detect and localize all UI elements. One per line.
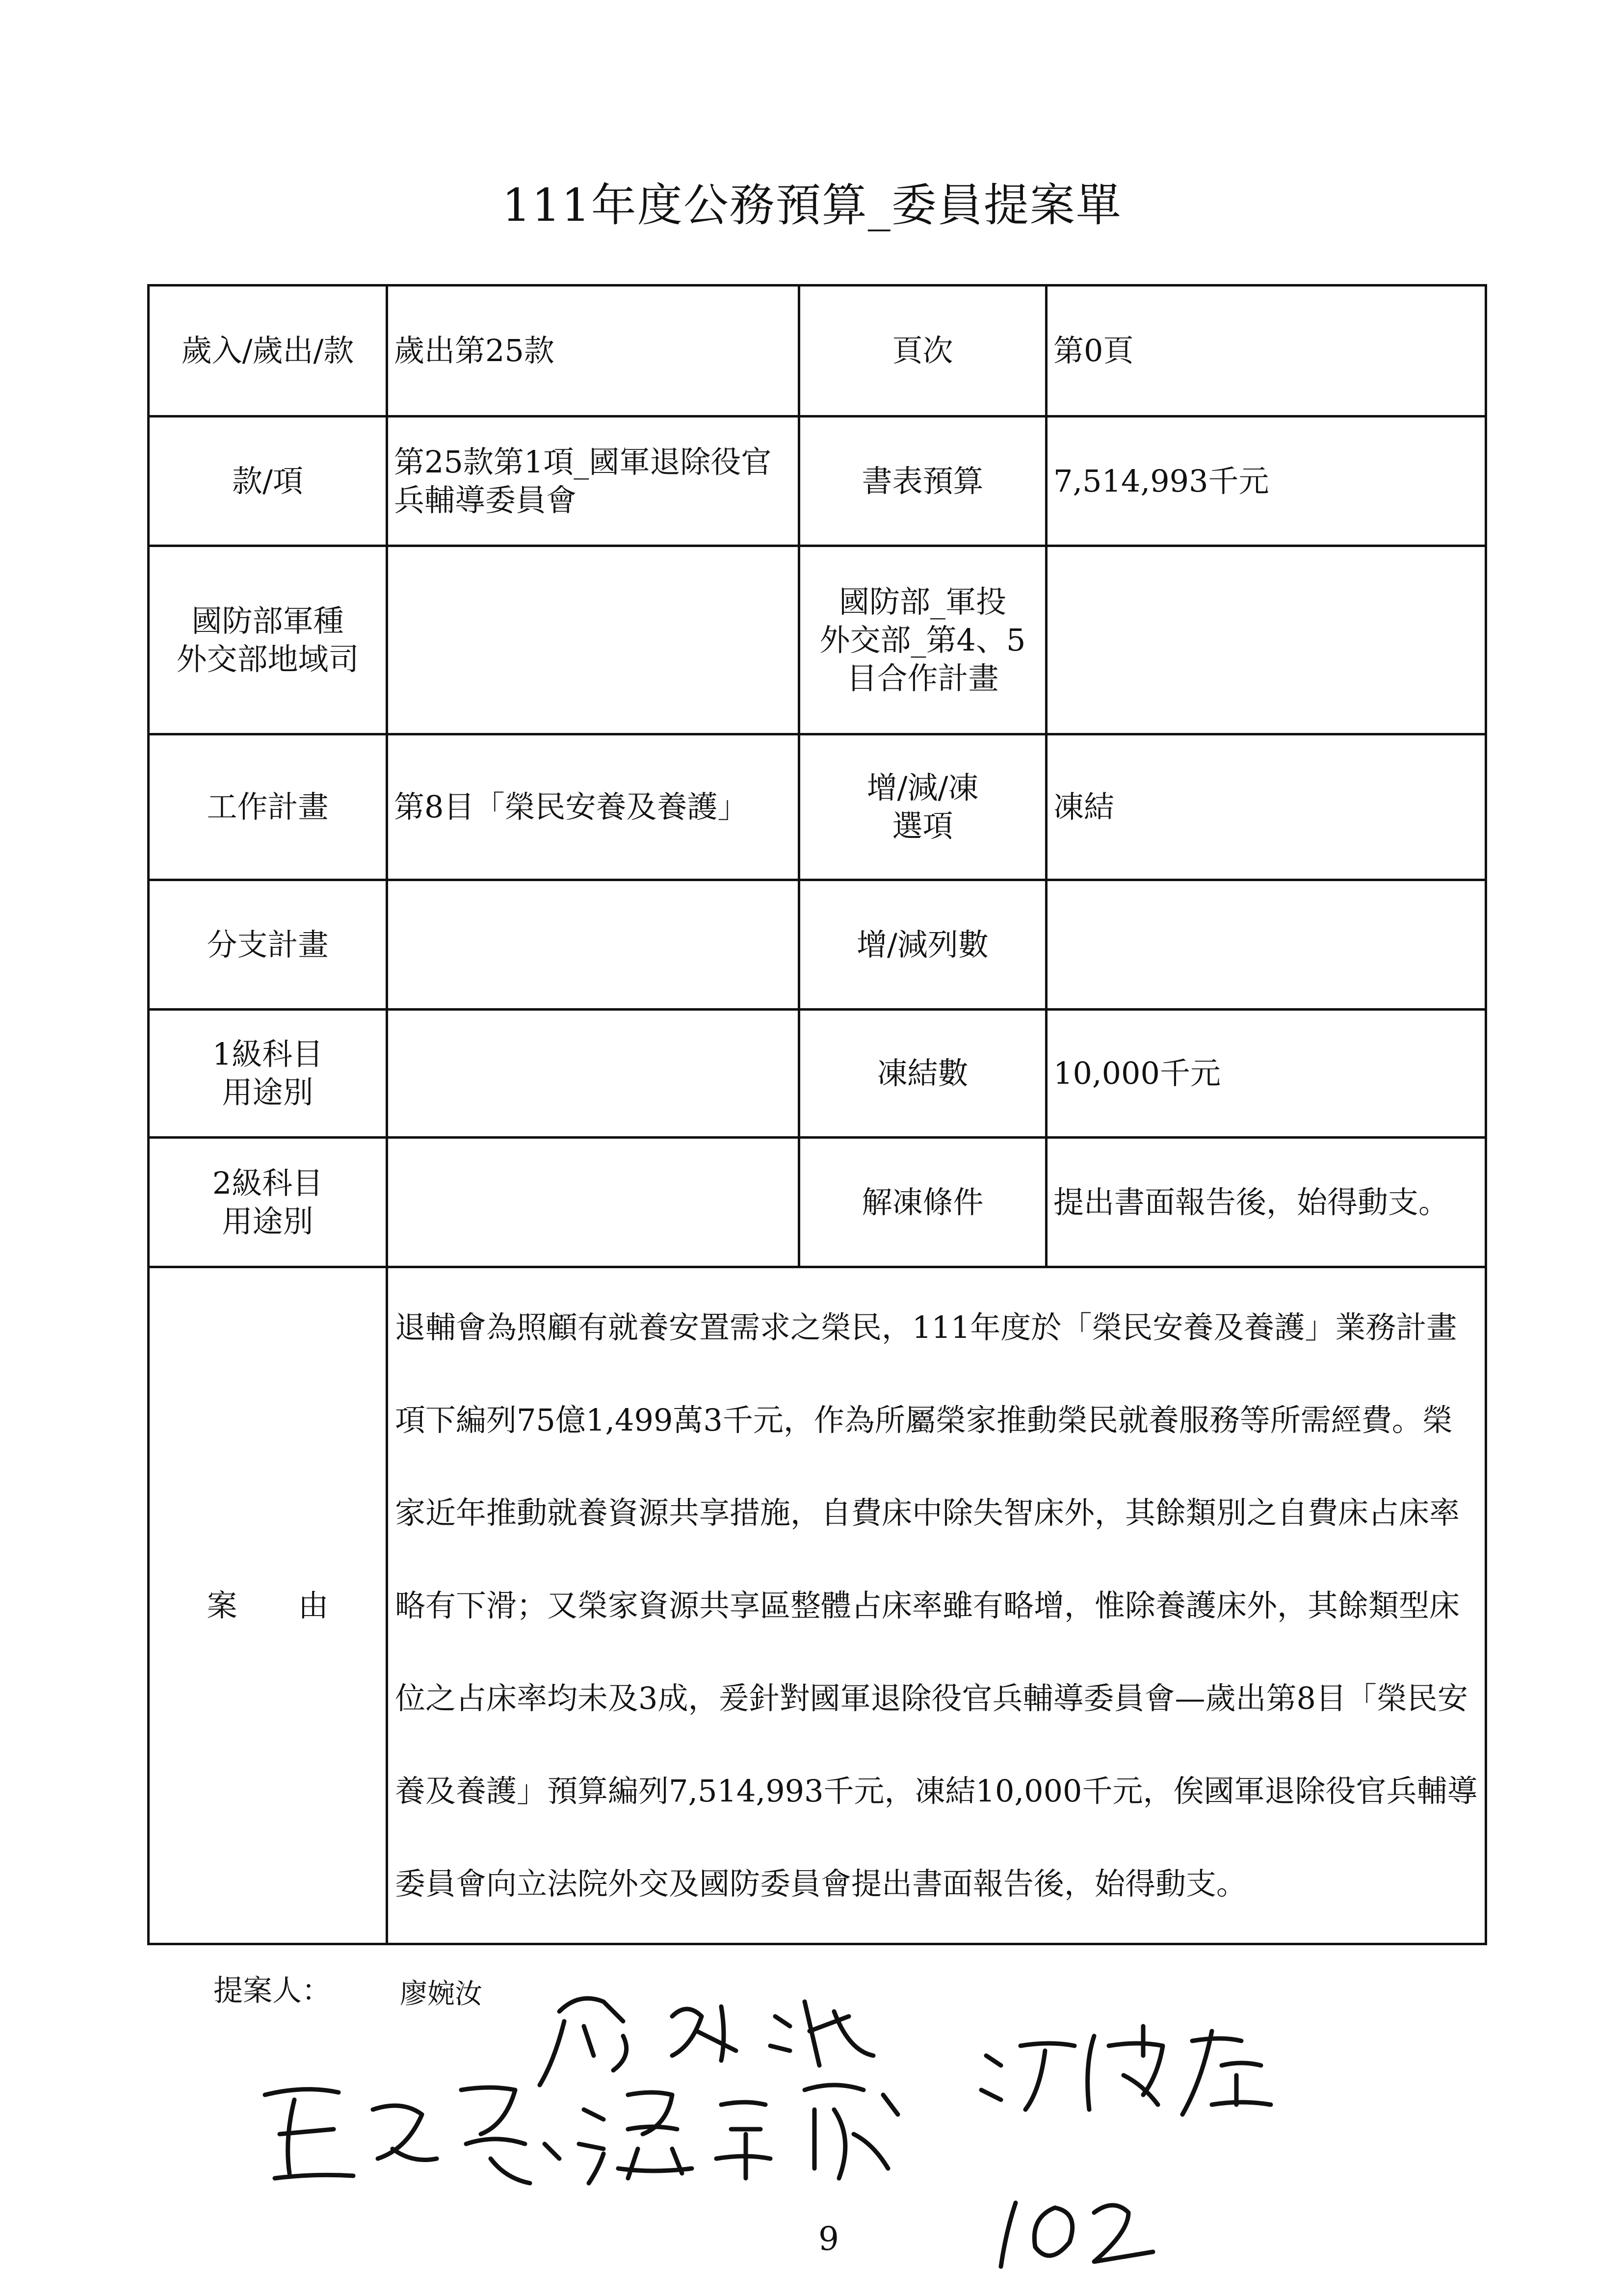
field-label: 頁次 xyxy=(799,286,1047,417)
page-number: 9 xyxy=(818,2220,839,2258)
field-label: 國防部軍種 外交部地域司 xyxy=(149,546,387,734)
page-title: 111年度公務預算_委員提案單 xyxy=(502,179,1122,232)
field-value: 歲出第25款 xyxy=(387,286,799,417)
field-label: 增/減列數 xyxy=(799,880,1047,1010)
field-label: 解凍條件 xyxy=(799,1138,1047,1267)
field-label: 凍結數 xyxy=(799,1010,1047,1138)
field-value: 10,000千元 xyxy=(1047,1010,1486,1138)
field-value: 第25款第1項_國軍退除役官兵輔導委員會 xyxy=(387,417,799,546)
field-label: 歲入/歲出/款 xyxy=(149,286,387,417)
field-value: 提出書面報告後，始得動支。 xyxy=(1047,1138,1486,1267)
signature-2 xyxy=(265,2085,898,2183)
signature-1 xyxy=(540,1998,873,2085)
field-value: 第0頁 xyxy=(1047,286,1486,417)
field-value: 7,514,993千元 xyxy=(1047,417,1486,546)
field-value: 第8目「榮民安養及養護」 xyxy=(387,734,799,880)
field-value: 凍結 xyxy=(1047,734,1486,880)
handwritten-number-102 xyxy=(1001,2203,1153,2267)
field-label: 國防部_軍投 外交部_第4、5 目合作計畫 xyxy=(799,546,1047,734)
field-label: 1級科目 用途別 xyxy=(149,1010,387,1138)
reason-text: 退輔會為照顧有就養安置需求之榮民，111年度於「榮民安養及養護」業務計畫項下編列75億1,499萬3千元，作為所屬榮家推動榮民就養服務等所需經費。榮家近年推動就養資源共享措施，自費床中除失智床外，其餘類別之自費床占床率略有下滑；又榮家資源共享區整體占床率雖有略增，惟除養護床外，其餘類型床位之占床率均未及3成，爰針對國軍退除役官兵輔導委員會—歲出第8目「榮民安養及養護」預算編列7,514,993千元，凍結10,000千元，俟國軍退除役官兵輔導委員會向立法院外交及國防委員會提出書面報告後，始得動支。 xyxy=(387,1267,1486,1944)
field-label: 增/減/凍 選項 xyxy=(799,734,1047,880)
signature-3 xyxy=(981,2026,1271,2114)
proposer-label: 提案人： xyxy=(213,1974,331,2008)
reason-label: 案 由 xyxy=(149,1267,387,1944)
field-label: 書表預算 xyxy=(799,417,1047,546)
proposer-name: 廖婉汝 xyxy=(400,1978,482,2010)
field-label: 2級科目 用途別 xyxy=(149,1138,387,1267)
field-label: 工作計畫 xyxy=(149,734,387,880)
field-label: 分支計畫 xyxy=(149,880,387,1010)
field-label: 款/項 xyxy=(149,417,387,546)
